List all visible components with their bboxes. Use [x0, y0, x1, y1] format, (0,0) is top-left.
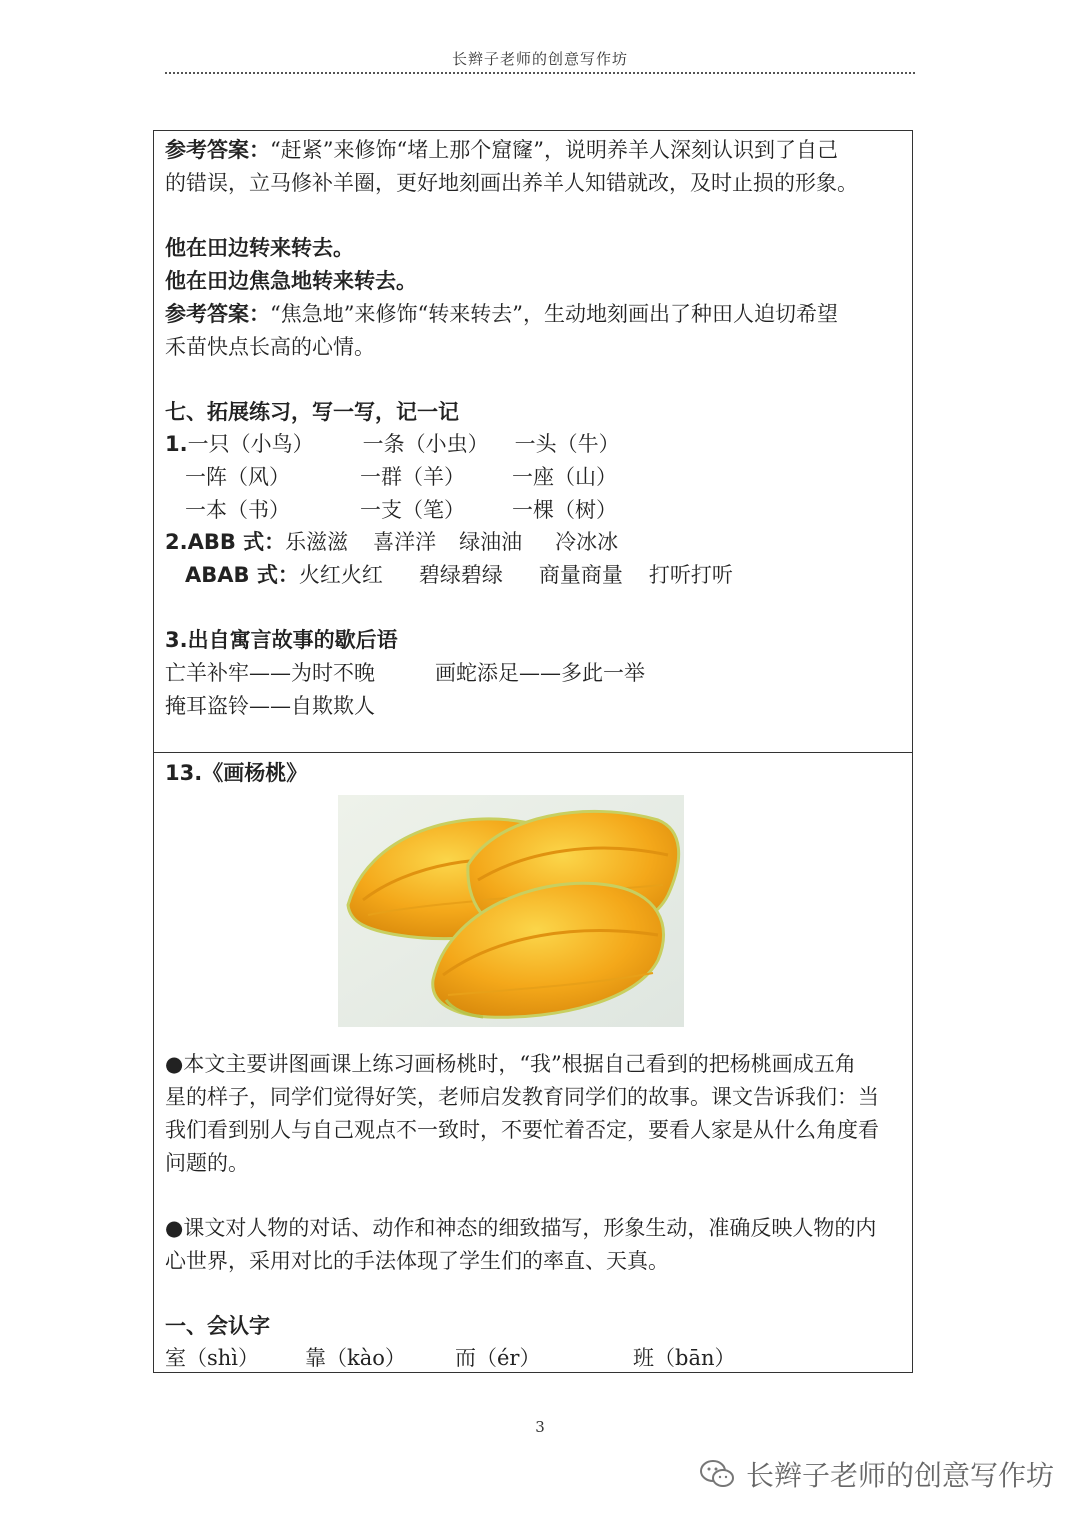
measure-word: 一本（书） — [185, 498, 290, 522]
idiom: 画蛇添足——多此一举 — [435, 661, 645, 685]
abab-word: 火红火红 — [298, 563, 383, 587]
abab-word: 打听打听 — [648, 563, 733, 587]
measure-word: 一条（小虫） — [362, 432, 489, 456]
abb-word: 绿油油 — [459, 530, 523, 554]
cell-divider — [154, 752, 912, 753]
measure-word: 一头（牛） — [514, 432, 620, 456]
abb-row — [165, 527, 618, 557]
summary-line-5: ●课文对人物的对话、动作和神态的细致描写，形象生动，准确反映人物的内 — [165, 1216, 877, 1240]
answer-text: “赶紧”来修饰“堵上那个窟窿”，说明养羊人深刻认识到了自己 — [270, 138, 838, 162]
wechat-icon — [700, 1459, 736, 1489]
abab-word: 碧绿碧绿 — [418, 563, 503, 587]
recognize-chars-row — [165, 1343, 736, 1373]
watermark-text: 长辫子老师的创意写作坊 — [746, 1459, 1055, 1492]
measure-word: 一棵（树） — [512, 498, 617, 522]
char-pinyin: 而（ér） — [455, 1346, 541, 1370]
lesson-title: 13.《画杨桃》 — [165, 761, 308, 785]
question-3-title: 3.出自寓言故事的歇后语 — [165, 628, 398, 652]
abab-label: ABAB 式： — [185, 563, 299, 587]
answer-line-1 — [165, 135, 838, 165]
measure-word: 一阵（风） — [185, 465, 290, 489]
question-number: 1. — [165, 432, 188, 456]
header-title: 长辫子老师的创意写作坊 — [451, 50, 628, 68]
answer-label: 参考答案： — [165, 138, 270, 162]
example-sentence-1: 他在田边转来转去。 — [165, 236, 354, 260]
measure-row-1 — [165, 429, 620, 459]
abb-word: 冷冰冰 — [555, 530, 619, 554]
measure-word: 一只（小鸟） — [187, 432, 314, 456]
answer-line-4: 禾苗快点长高的心情。 — [165, 335, 375, 359]
char-pinyin: 靠（kào） — [305, 1346, 406, 1370]
answer-label: 参考答案： — [165, 302, 270, 326]
measure-word: 一群（羊） — [360, 465, 465, 489]
idiom: 亡羊补牢——为时不晚 — [165, 661, 375, 685]
answer-text: “焦急地”来修饰“转来转去”，生动地刻画出了种田人迫切希望 — [270, 302, 838, 326]
section-1-title: 一、会认字 — [165, 1314, 270, 1338]
abab-word: 商量商量 — [538, 563, 623, 587]
section-7-title: 七、拓展练习，写一写，记一记 — [165, 400, 459, 424]
starfruit-image — [338, 795, 684, 1027]
summary-line-4: 问题的。 — [165, 1151, 249, 1175]
idiom-row-1 — [165, 658, 645, 688]
idiom-row-2: 掩耳盗铃——自欺欺人 — [165, 694, 375, 718]
char-pinyin: 室（shì） — [165, 1346, 260, 1370]
starfruit-illustration — [338, 795, 684, 1027]
abb-word: 乐滋滋 — [285, 530, 349, 554]
char-pinyin: 班（bān） — [633, 1346, 736, 1370]
measure-word: 一座（山） — [512, 465, 617, 489]
summary-line-2: 星的样子，同学们觉得好笑，老师启发教育同学们的故事。课文告诉我们：当 — [165, 1085, 879, 1109]
measure-word: 一支（笔） — [360, 498, 465, 522]
abab-row — [185, 560, 733, 590]
answer-line-2: 的错误，立马修补羊圈，更好地刻画出养羊人知错就改，及时止损的形象。 — [165, 171, 858, 195]
content-table — [153, 130, 913, 1373]
watermark — [700, 1454, 1054, 1494]
summary-line-3: 我们看到别人与自己观点不一致时，不要忙着否定，要看人家是从什么角度看 — [165, 1118, 879, 1142]
summary-line-6: 心世界，采用对比的手法体现了学生们的率直、天真。 — [165, 1249, 669, 1273]
measure-row-3 — [185, 495, 617, 525]
abb-word: 喜洋洋 — [373, 530, 437, 554]
page-number: 3 — [535, 1418, 545, 1436]
measure-row-2 — [185, 462, 617, 492]
example-sentence-2: 他在田边焦急地转来转去。 — [165, 269, 417, 293]
header-divider — [165, 72, 915, 74]
abb-label: 2.ABB 式： — [165, 530, 286, 554]
answer-line-3 — [165, 299, 838, 329]
summary-line-1: ●本文主要讲图画课上练习画杨桃时，“我”根据自己看到的把杨桃画成五角 — [165, 1052, 856, 1076]
